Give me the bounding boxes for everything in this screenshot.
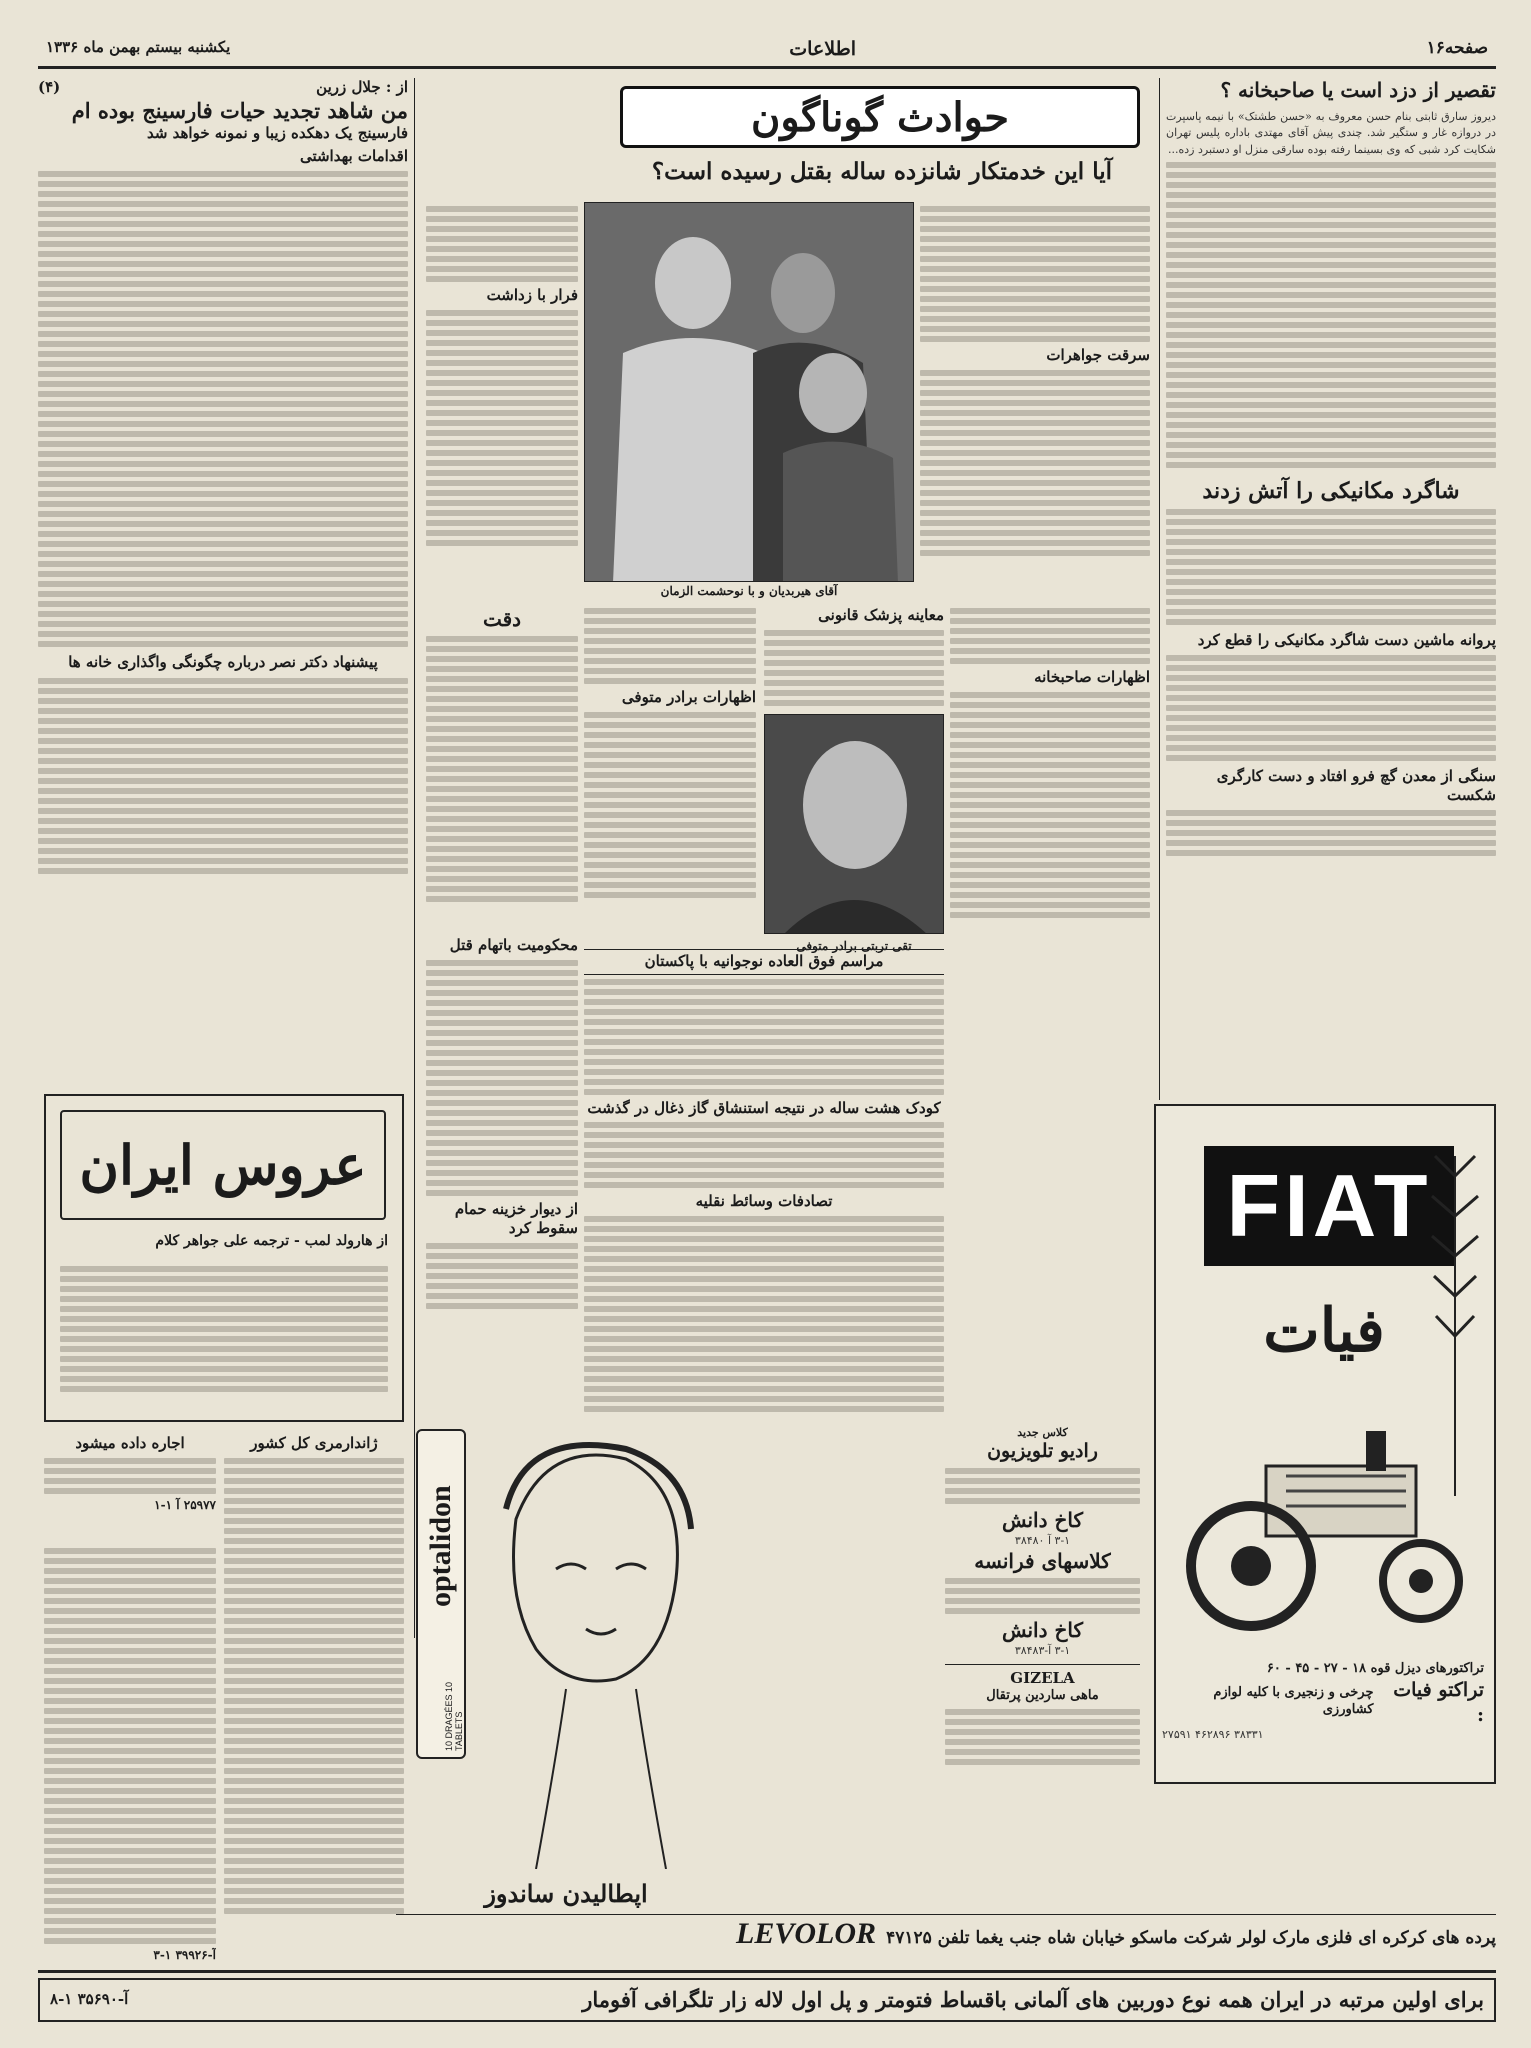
- right-headline3: پروانه ماشین دست شاگرد مکانیکی را قطع کرد: [1197, 631, 1496, 650]
- levolor-ad: [396, 1914, 1496, 1954]
- optalidon-tube: [416, 1429, 466, 1759]
- left-section2: پیشنهاد دکتر نصر درباره چگونگی واگذاری خانه ها: [68, 652, 378, 671]
- classes-tv: رادیو تلویزیون: [987, 1440, 1098, 1463]
- novel-subtitle: از هارولد لمب - ترجمه علی جواهر کلام: [155, 1233, 388, 1249]
- sardine: ماهی ساردین پرتقال: [986, 1688, 1099, 1704]
- fiat-phones: ۳۸۳۳۱ ۴۶۲۸۹۶ ۲۷۵۹۱: [1162, 1728, 1264, 1742]
- novel-ad: [44, 1094, 404, 1422]
- section-accidents: تصادفات وسائط نقلیه: [695, 1192, 833, 1210]
- left-text-lines: [38, 171, 408, 647]
- issue-date: یکشنبه بیستم بهمن ماه ۱۳۳۶: [46, 38, 231, 56]
- section-entezar: فرار با زداشت: [486, 286, 578, 304]
- left-headline: من شاهد تجدید حیات فارسینج بوده ام: [71, 97, 408, 123]
- fiat-tractor-label: تراکتو فیات :: [1393, 1678, 1484, 1726]
- section-pakistan: مراسم فوق العاده نوجوانیه با پاکستان: [584, 949, 944, 975]
- section-moayene: معاینه پزشک قانونی: [818, 606, 944, 624]
- fiat-logo: FIAT: [1204, 1146, 1454, 1266]
- classes-kakh2: کاخ دانش: [1001, 1618, 1083, 1643]
- left-column-rule: [414, 78, 415, 1638]
- photo-suspects: [584, 202, 914, 582]
- gendarmerie-ref: آ-۳۹۹۲۶ ۱-۳: [153, 1948, 216, 1962]
- photo-brother-svg: [764, 715, 943, 934]
- gizela: GIZELA: [1010, 1668, 1075, 1687]
- paper-name: اطلاعات: [789, 38, 856, 60]
- optalidon-tagline: اپطالیدن ساندوز: [484, 1879, 648, 1908]
- right-text-lines2: [1166, 509, 1496, 625]
- right-headline2: شاگرد مکانیکی را آتش زدند: [1202, 477, 1460, 504]
- rent-notice: [44, 1434, 216, 1534]
- woman-illustration: [476, 1429, 696, 1869]
- left-section1: اقدامات بهداشتی: [299, 147, 408, 166]
- section-kodak: کودک هشت ساله در نتیجه استنشاق گاز ذغال در گذشت: [587, 1098, 941, 1117]
- section-baradar: اظهارات برادر متوفی: [621, 688, 756, 706]
- section-serqat: سرقت جواهرات: [1046, 346, 1150, 364]
- story-col-1: [920, 202, 1150, 582]
- photo2-caption: تقی تربتی برادر متوفی: [796, 939, 912, 953]
- gendarmerie-notice: [224, 1434, 404, 1954]
- fiat-ad: [1154, 1104, 1496, 1784]
- photo-suspects-svg: [584, 203, 913, 582]
- left-column: [38, 78, 408, 1088]
- levolor-brand: LEVOLOR: [736, 1917, 877, 1950]
- section-dight: دقت: [482, 607, 522, 631]
- story-col-7: [426, 604, 578, 934]
- levolor-text: پرده های کرکره ای فلزی مارک لولر شرکت ماسکو خیابان شاه جنب یغما تلفن ۴۷۱۲۵: [886, 1928, 1496, 1948]
- right-text-lines4: [1166, 810, 1496, 856]
- story-col-8: [426, 934, 578, 1404]
- classes-kakh: کاخ دانش: [1001, 1508, 1083, 1533]
- center-middle-story: [584, 949, 944, 1419]
- column-rule: [1159, 78, 1160, 1100]
- section-hammam: از دیوار خزینه حمام سقوط کرد: [454, 1199, 578, 1237]
- optalidon-brand: optalidon: [424, 1485, 457, 1607]
- fiat-text-block: [1162, 1661, 1484, 1744]
- right-body: دیروز سارق ثابتی بنام حسن معروف به «حسن طشتک» با نیمه پاسپرت در دروازه غار و ستگیر شد. چندی پیش آقای مهتدی باداره پلیس تهران شکایت کرد شبی که وی بسینما رفته بوده سارقی منزل او دستبرد زده...: [1166, 110, 1496, 156]
- novel-title: عروس ایران: [79, 1133, 367, 1197]
- optalidon-sub1: 10 DRAGÉES: [444, 1694, 454, 1751]
- optalidon-sub: [444, 1661, 464, 1751]
- classes-french: کلاسهای فرانسه: [974, 1549, 1111, 1574]
- photo-brother: [764, 714, 944, 934]
- page-number: صفحه۱۶: [1426, 38, 1488, 58]
- banner-title-box: [620, 86, 1140, 148]
- left-bottom-notice: [44, 1544, 216, 1974]
- right-headline: تقصیر از دزد است یا صاحبخانه ؟: [1220, 78, 1496, 102]
- rent-ref: ۲۵۹۷۷ آ ۱-۱: [154, 1497, 216, 1512]
- story-col-5: [764, 604, 944, 710]
- right-text-lines: [1166, 162, 1496, 468]
- footer-ad: [38, 1978, 1496, 2022]
- gendarmerie-title: ژاندارمری کل کشور: [250, 1434, 378, 1452]
- tractor-icon: [1176, 1406, 1476, 1636]
- section-ehtiar: اظهارات صاحبخانه: [1034, 668, 1150, 686]
- left-subhead: فارسینج یک دهکده زیبا و نمونه خواهد شد: [146, 123, 408, 142]
- optalidon-ad: [406, 1419, 736, 1959]
- right-column: [1166, 78, 1496, 1096]
- left-text-lines2: [38, 678, 408, 874]
- footer-main: برای اولین مرتبه در ایران همه نوع دوربین های آلمانی باقساط فتومتر و پل اول لاله زار تلگرافی آفومار: [582, 1986, 1484, 2012]
- banner: [426, 78, 1152, 198]
- footer-ref: آ-۳۵۶۹۰ ۱-۸: [50, 1990, 129, 2009]
- photo1-caption: آقای هیربدیان و با نوحشمت الزمان: [660, 584, 838, 598]
- byline: از : جلال زرین: [316, 78, 408, 96]
- header-rule: [38, 66, 1496, 69]
- story-col-3: [426, 202, 578, 582]
- newspaper-page: [38, 34, 1496, 2024]
- right-headline4: سنگی از معدن گچ فرو افتاد و دست کارگری شکست: [1216, 766, 1496, 805]
- novel-text-lines: [60, 1262, 388, 1396]
- story-col-4: [950, 604, 1150, 934]
- story-col-6: [584, 604, 756, 934]
- novel-title-box: [60, 1110, 386, 1220]
- right-text-lines3: [1166, 655, 1496, 761]
- footer-rule: [38, 1970, 1496, 1973]
- classes-ref1: ۳-۱ آ ۳۸۴۸۰: [1014, 1534, 1071, 1548]
- classes-ad: [945, 1426, 1140, 1956]
- rent-title: اجاره داده میشود: [75, 1434, 185, 1452]
- classes-ref2: ۳-۱ آ-۳۸۴۸۳: [1014, 1644, 1071, 1658]
- banner-headline: آیا این خدمتکار شانزده ساله بقتل رسیده است؟: [651, 158, 1112, 185]
- optalidon-sub2: 10 TABLETS: [444, 1681, 464, 1751]
- fiat-persian: فیات: [1263, 1296, 1385, 1366]
- banner-title: حوادث گوناگون: [750, 94, 1009, 141]
- part-number: (۴): [38, 78, 61, 96]
- fiat-tractor-text: تراکتورهای دیزل قوه ۱۸ - ۲۷ - ۴۵ - ۶۰: [1266, 1661, 1484, 1676]
- section-mahkumiyat: محکومیت باتهام قتل: [449, 936, 578, 954]
- fiat-sub: چرخی و زنجیری با کلیه لوازم کشاورزی: [1213, 1684, 1374, 1717]
- classes-new: کلاس جدید: [1017, 1426, 1068, 1439]
